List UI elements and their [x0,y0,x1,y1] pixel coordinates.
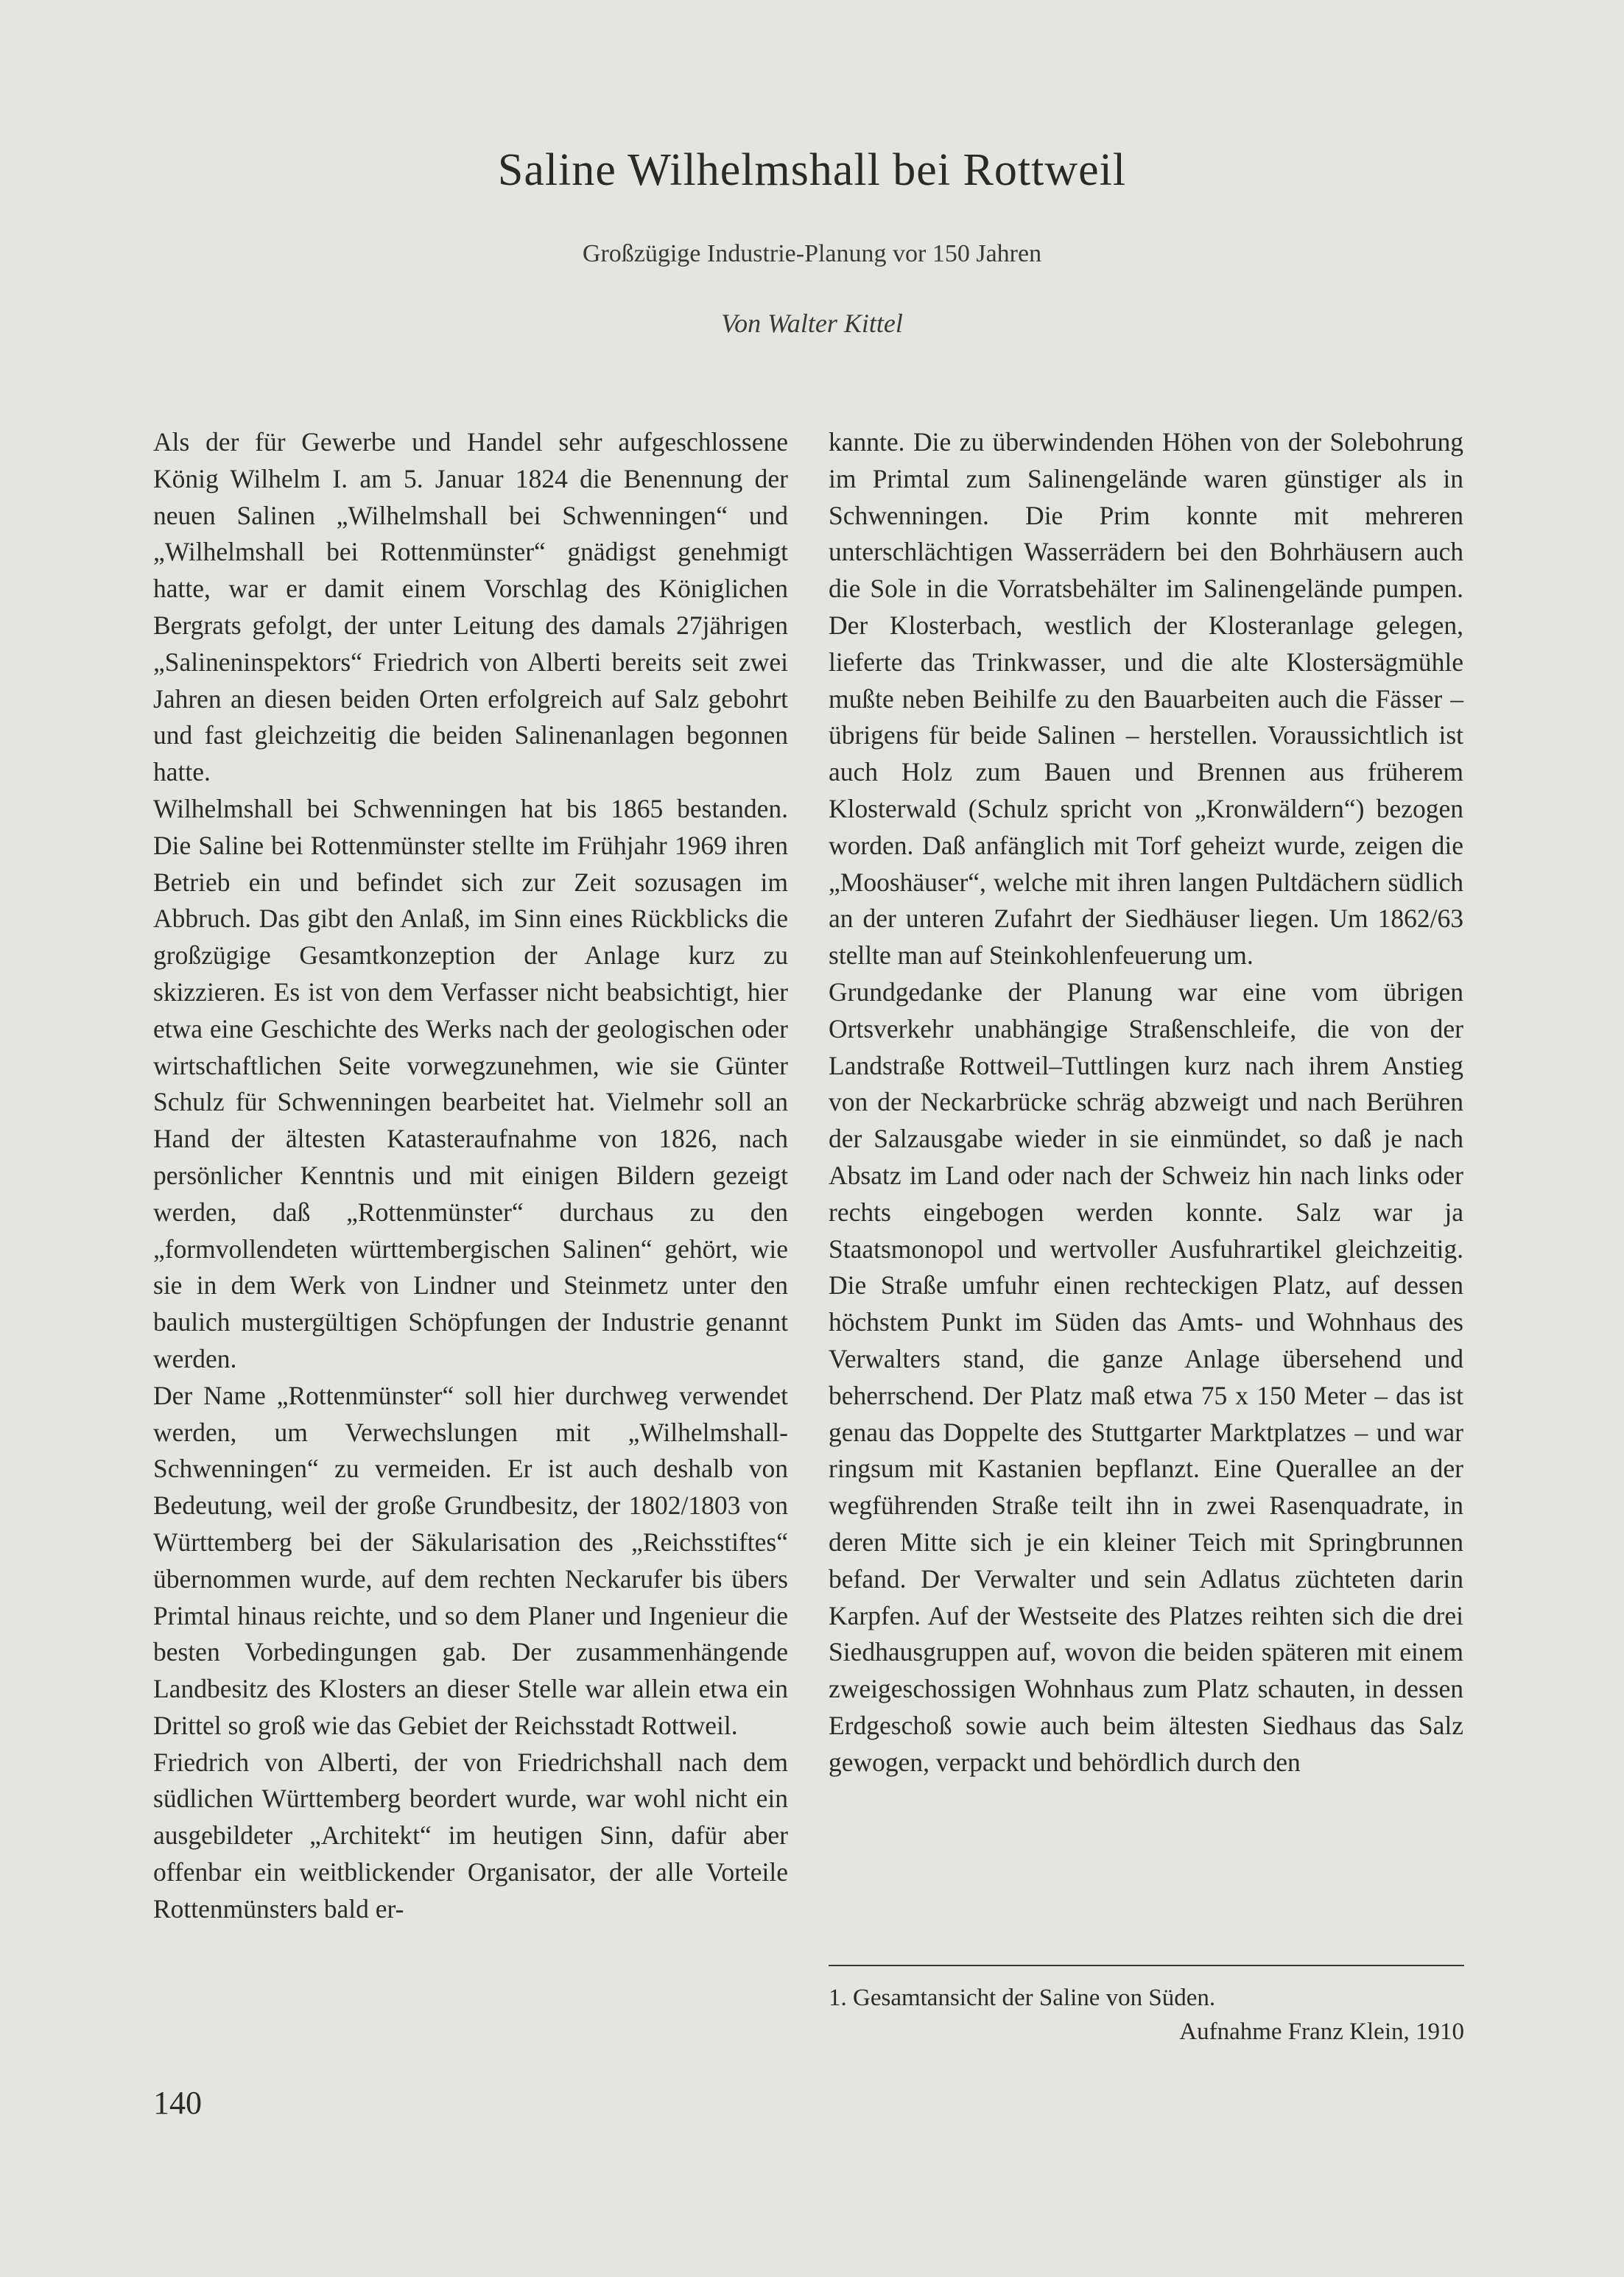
photo-credit: Aufnahme Franz Klein, 1910 [1179,2019,1464,2045]
left-column [153,424,788,1928]
paragraph: Als der für Gewerbe und Handel sehr aufgeschlossene König Wilhelm I. am 5. Januar 1824 die Benennung der neuen Salinen „Wilhelmshall bei Schwenningen“ und „Wilhelmshall bei Rottenmünster“ gnädigst genehmigt hatte, war er damit einem Vorschlag des Königlichen Bergrats gefolgt, der unter Leitung des damals 27jährigen „Salineninspektors“ Friedrich von Alberti bereits seit zwei Jahren an diesen beiden Orten erfolgreich auf Salz gebohrt und fast gleichzeitig die beiden Salinenanlagen begonnen hatte. [153,427,788,787]
paragraph: kannte. Die zu überwindenden Höhen von der Solebohrung im Primtal zum Salinengelände waren günstiger als in Schwenningen. Die Prim konnte mit mehreren unterschlächtigen Wasserrädern bei den Bohrhäusern auch die Sole in die Vorratsbehälter im Salinengelände pumpen. Der Klosterbach, westlich der Klosteranlage gelegen, lieferte das Trinkwasser, und die alte Klostersägmühle mußte neben Beihilfe zu den Bauarbeiten auch die Fässer – übrigens für beide Salinen – herstellen. Voraussichtlich ist auch Holz zum Bauen und Brennen aus früherem Klosterwald (Schulz spricht von „Kronwäldern“) bezogen worden. Daß anfänglich mit Torf geheizt wurde, zeigen die „Mooshäuser“, welche mit ihren langen Pultdächern südlich an der unteren Zufahrt der Siedhäuser liegen. Um 1862/63 stellte man auf Steinkohlenfeuerung um. [829,427,1463,971]
caption-divider [829,1965,1464,1966]
paragraph: Wilhelmshall bei Schwenningen hat bis 1865 bestanden. Die Saline bei Rottenmünster stellte im Frühjahr 1969 ihren Betrieb ein und befindet sich zur Zeit sozusagen im Abbruch. Das gibt den Anlaß, im Sinn eines Rückblicks die großzügige Gesamtkonzeption der Anlage kurz zu skizzieren. Es ist von dem Verfasser nicht beabsichtigt, hier etwa eine Geschichte des Werks nach der geologischen oder wirtschaftlichen Seite vorwegzunehmen, wie sie Günter Schulz für Schwenningen bearbeitet hat. Vielmehr soll an Hand der ältesten Katasteraufnahme von 1826, nach persönlicher Kenntnis und mit einigen Bildern gezeigt werden, daß „Rottenmünster“ durchaus zu den „formvollendeten württembergischen Salinen“ gehört, wie sie in dem Werk von Lindner und Steinmetz unter den baulich mustergültigen Schöpfungen der Industrie genannt werden. [153,793,788,1373]
article-author: Von Walter Kittel [721,309,903,338]
caption-text: 1. Gesamtansicht der Saline von Süden. [829,1985,1216,2011]
paragraph: Friedrich von Alberti, der von Friedrichshall nach dem südlichen Württemberg beordert wurde, war wohl nicht ein ausgebildeter „Architekt“ im heutigen Sinn, dafür aber offenbar ein weitblickender Organisator, der alle Vorteile Rottenmünsters bald er- [153,1747,788,1924]
paragraph: Grundgedanke der Planung war eine vom übrigen Ortsverkehr unabhängige Straßenschleife, die von der Landstraße Rottweil–Tuttlingen kurz nach ihrem Anstieg von der Neckarbrücke schräg abzweigt und nach Berühren der Salzausgabe wieder in sie einmündet, so daß je nach Absatz im Land oder nach der Schweiz hin nach links oder rechts eingebogen werden konnte. Salz war ja Staatsmonopol und wertvoller Ausfuhrartikel gleichzeitig. Die Straße umfuhr einen rechteckigen Platz, auf dessen höchstem Punkt im Süden das Amts- und Wohnhaus des Verwalters stand, die ganze Anlage übersehend und beherrschend. Der Platz maß etwa 75 x 150 Meter – das ist genau das Doppelte des Stuttgarter Marktplatzes – und war ringsum mit Kastanien bepflanzt. Eine Querallee an der wegführenden Straße teilt ihn in zwei Rasenquadrate, in deren Mitte sich je ein kleiner Teich mit Springbrunnen befand. Der Verwalter und sein Adlatus züchteten darin Karpfen. Auf der Westseite des Platzes reihten sich die drei Siedhausgruppen auf, wovon die beiden späteren mit einem zweigeschossigen Wohnhaus zum Platz schauten, in dessen Erdgeschoß sowie auch beim ältesten Siedhaus das Salz gewogen, verpackt und behördlich durch den [829,976,1463,1777]
figure-caption [829,1981,1464,2049]
paragraph: Der Name „Rottenmünster“ soll hier durchweg verwendet werden, um Verwechslungen mit „Wilhelmshall-Schwenningen“ zu vermeiden. Er ist auch deshalb von Bedeutung, weil der große Grundbesitz, der 1802/1803 von Württemberg bei der Säkularisation des „Reichsstiftes“ übernommen wurde, auf dem rechten Neckarufer bis übers Primtal hinaus reichte, und so dem Planer und Ingenieur die besten Vorbedingungen gab. Der zusammenhängende Landbesitz des Klosters an dieser Stelle war allein etwa ein Drittel so groß wie das Gebiet der Reichsstadt Rottweil. [153,1380,788,1740]
article-title: Saline Wilhelmshall bei Rottweil [497,145,1127,195]
page-number: 140 [153,2085,202,2121]
article-subtitle: Großzügige Industrie-Planung vor 150 Jahren [582,240,1042,267]
right-column [829,424,1463,1781]
